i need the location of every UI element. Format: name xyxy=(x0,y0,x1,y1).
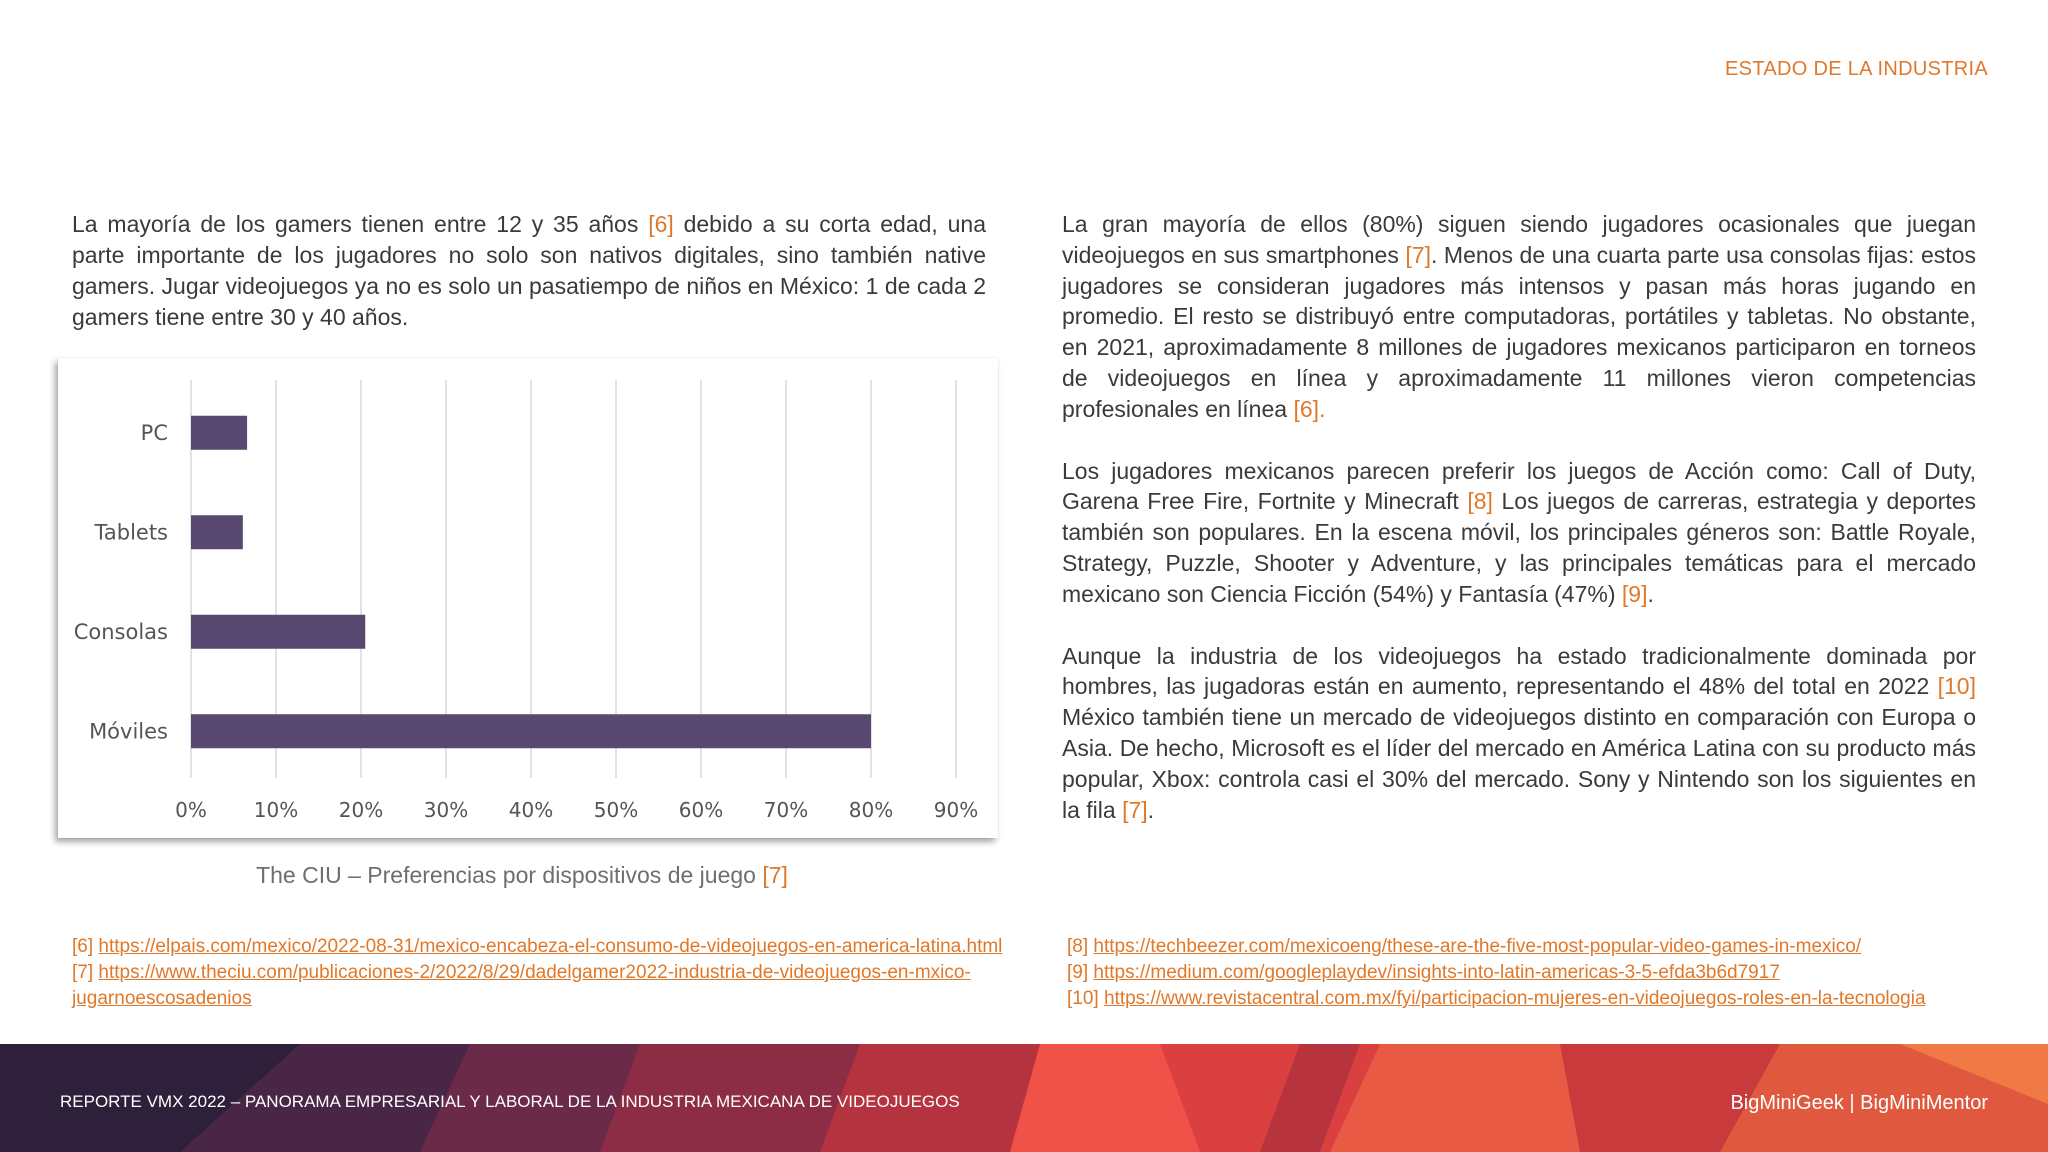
report-title: REPORTE VMX 2022 – PANORAMA EMPRESARIAL Y LABORAL DE LA INDUSTRIA MEXICANA DE VIDEOJUEGOS xyxy=(60,1092,960,1111)
source-number: [8] xyxy=(1067,936,1094,957)
caption-text: The CIU – Preferencias por dispositivos de juego xyxy=(256,862,763,888)
x-tick-label: 50% xyxy=(593,798,639,822)
category-label: Móviles xyxy=(89,719,168,744)
x-tick-label: 10% xyxy=(253,798,299,822)
source-item xyxy=(1067,934,2027,960)
p2-citation-9: [9] xyxy=(1621,580,1648,607)
p1-citation-6: [6]. xyxy=(1293,395,1326,422)
source-link[interactable]: https://www.revistacentral.com.mx/fyi/participacion-mujeres-en-videojuegos-roles-en-la-tecnologia xyxy=(1103,988,1926,1009)
p2-citation-8: [8] xyxy=(1467,488,1493,515)
p3-text-1: Aunque la industria de los videojuegos ha estado tradicionalmente dominada por hombres, las jugadoras están en aumento, representando el 48% del total en 2022 xyxy=(1062,642,1976,700)
source-number: [9] xyxy=(1067,962,1094,983)
x-tick-label: 80% xyxy=(848,798,894,822)
x-tick-label: 0% xyxy=(175,798,207,822)
source-link[interactable]: https://medium.com/googleplaydev/insights-into-latin-americas-3-5-efda3b6d7917 xyxy=(1093,962,1780,983)
bar-chart-svg xyxy=(58,358,998,838)
intro-text-2: debido a su corta edad, una parte importante de los jugadores no solo son nativos digitales, sino también native gamers. Jugar videojuegos ya no es solo un pasatiempo de niños en México: 1 de cada 2 gamers tiene entre 30 y 40 años. xyxy=(72,211,987,330)
p1-citation-7: [7] xyxy=(1405,241,1431,268)
paragraph-market xyxy=(1062,641,1976,826)
category-label: Tablets xyxy=(94,520,168,545)
source-number: [10] xyxy=(1067,988,1104,1009)
p2-text-3: . xyxy=(1647,580,1654,607)
p3-citation-10: [10] xyxy=(1937,673,1976,700)
bar-consolas xyxy=(191,615,365,649)
right-column xyxy=(1062,209,1976,856)
bar-móviles xyxy=(191,714,871,748)
x-tick-label: 40% xyxy=(508,798,554,822)
source-number: [7] xyxy=(72,962,99,983)
sources-left xyxy=(72,934,1012,1012)
brand-bigminimentor: BigMiniMentor xyxy=(1860,1092,1988,1114)
p1-text-2: . Menos de una cuarta parte usa consolas fijas: estos jugadores se consideran jugadores más intensos y pasan más horas jugando en promedio. El resto se distribuyó entre computadoras, portátiles y tabletas. No obstante, en 2021, aproximadamente 8 millones de jugadores mexicanos participaron en torneos de videojuegos en línea y aproximadamente 11 millones vieron competencias profesionales en línea xyxy=(1062,241,1976,422)
brand-separator: | xyxy=(1849,1092,1855,1114)
category-label: Consolas xyxy=(73,619,168,644)
source-link[interactable]: https://techbeezer.com/mexicoeng/these-are-the-five-most-popular-video-games-in-mexico/ xyxy=(1093,936,1862,957)
p3-text-3: . xyxy=(1147,796,1155,823)
p1-text-1: La gran mayoría de ellos (80%) siguen siendo jugadores ocasionales que juegan videojuegos en sus smartphones xyxy=(1062,211,1976,268)
brand-bigminigeek: BigMiniGeek xyxy=(1730,1092,1844,1114)
source-item xyxy=(1067,986,2027,1012)
intro-text-1: La mayoría de los gamers tienen entre 12 y 35 años xyxy=(72,211,649,237)
p2-text-1: Los jugadores mexicanos parecen preferir los juegos de Acción como: Call of Duty, Garena Free Fire, Fortnite y Minecraft xyxy=(1062,457,1976,515)
category-label: PC xyxy=(140,420,168,445)
p2-text-2: Los juegos de carreras, estrategia y deportes también son populares. En la escena móvil, los principales géneros son: Battle Royale, Strategy, Puzzle, Shooter y Adventure, y las principales temáticas para el mercado mexicano son Ciencia Ficción (54%) y Fantasía (47%) xyxy=(1062,488,1977,607)
caption-citation: [7] xyxy=(762,862,788,888)
paragraph-casual-players xyxy=(1062,209,1976,425)
section-label: ESTADO DE LA INDUSTRIA xyxy=(1725,58,1988,80)
paragraph-genres xyxy=(1062,456,1976,610)
source-item xyxy=(1067,960,2027,986)
bar-tablets xyxy=(191,515,243,549)
footer-brands xyxy=(1730,1092,1988,1115)
x-tick-label: 60% xyxy=(678,798,724,822)
chart-caption xyxy=(0,862,1044,889)
source-number: [6] xyxy=(72,936,99,957)
device-preference-chart xyxy=(58,358,998,838)
intro-paragraph xyxy=(72,209,986,333)
p3-text-2: México también tiene un mercado de videojuegos distinto en comparación con Europa o Asia. De hecho, Microsoft es el líder del mercado en América Latina con su producto más popular, Xbox: controla casi el 30% del mercado. Sony y Nintendo son los siguientes en la fila xyxy=(1062,704,1976,823)
bar-pc xyxy=(191,416,247,450)
source-item xyxy=(72,934,1012,960)
source-item xyxy=(72,960,1012,1012)
sources-right xyxy=(1067,934,2027,1012)
p3-citation-7: [7] xyxy=(1122,796,1148,823)
source-link[interactable]: https://elpais.com/mexico/2022-08-31/mexico-encabeza-el-consumo-de-videojuegos-en-america-latina.html xyxy=(98,936,1003,957)
x-tick-label: 70% xyxy=(763,798,809,822)
x-tick-label: 90% xyxy=(933,798,979,822)
x-tick-label: 20% xyxy=(338,798,384,822)
source-link[interactable]: https://www.theciu.com/publicaciones-2/2022/8/29/dadelgamer2022-industria-de-videojuegos-en-mxico-jugarnoescosadenios xyxy=(72,962,971,1009)
x-tick-label: 30% xyxy=(423,798,469,822)
citation-6: [6] xyxy=(648,211,674,237)
